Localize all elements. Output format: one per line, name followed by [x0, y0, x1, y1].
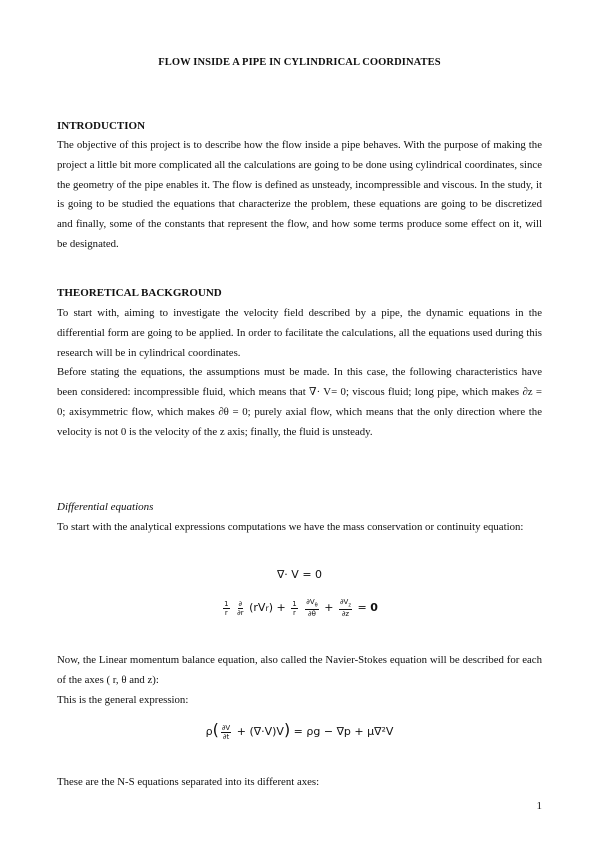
continuity-equation-vector: ∇· V = 0	[276, 568, 323, 581]
theory-paragraph-2	[57, 363, 542, 442]
fraction-d-dr: $\frac{\partial}{\partial r}$	[237, 599, 244, 617]
theory-paragraph-2-start: Before stating the equations, the assumptions must be made. In this case, the following characteristics have been considered: incompressible fluid, which means that	[57, 366, 542, 399]
heading-differential-equations: Differential equations	[57, 501, 154, 513]
introduction-text: The objective of this project is to describe how the flow inside a pipe behaves. With the purpose of making the project a little bit more complicated all the calculations are going to be done using cylindrical coordinates, since the geometry of the pipe enables it. The flow is defined as unsteady, incompressible and viscous. In the study, it is going to be studied the equations that characterize the problem, these equations are going to be discretized and finally, some of the constants that represent the flow, and how some terms produce some effect on it, will be designated.	[57, 139, 542, 250]
fraction-one-over-r: $\frac{1}{r}$	[224, 599, 229, 617]
heading-introduction: INTRODUCTION	[57, 120, 146, 132]
heading-theoretical-background: THEORETICAL BACKGROUND	[57, 287, 222, 299]
navier-stokes-general-equation: ρ( $\frac{\partial V}{\partial t}$ + (∇·V)V) = ρg − ∇p + μ∇²V	[205, 720, 394, 741]
fraction-dvtheta-dtheta: $\frac{\partial V_\theta}{\partial\theta}$	[306, 598, 318, 619]
ns-axes-text: These are the N-S equations separated into its different axes:	[57, 776, 320, 788]
fraction-one-over-r-2: $\frac{1}{r}$	[292, 599, 297, 617]
inline-divergence-equation: ∇· V= 0	[309, 386, 346, 399]
continuity-equation-cylindrical: $\frac{1}{r}$ $\frac{\partial}{\partial r}$ (rVr) + $\frac{1}{r}$ $\frac{\partial V_\theta}{\partial\theta}$ + $\frac{\partial V_z}{\partial z}$ = 0	[224, 598, 378, 619]
continuity-intro-paragraph	[57, 518, 542, 538]
theory-paragraph-1: To start with, aiming to investigate the velocity field described by a pipe, the dynamic equations in the differential form are going to be applied. In order to facilitate the calculations, all the equations used during this research will be in cylindrical coordinates.	[57, 307, 542, 359]
fraction-dvz-dz: $\frac{\partial V_z}{\partial z}$	[339, 598, 351, 619]
continuity-intro-text: To start with the analytical expressions computations we have the mass conservation or continuity equation:	[57, 521, 524, 533]
introduction-paragraph	[57, 136, 542, 255]
general-expression-text: This is the general expression:	[57, 693, 189, 706]
fraction-dv-dt: $\frac{\partial V}{\partial t}$	[221, 723, 231, 741]
theory-paragraphs	[57, 304, 542, 443]
theory-paragraph-2-end: ; viscous fluid; long pipe, which makes ∂z = 0; axisymmetric flow, which makes ∂θ = 0; purely axial flow, which means that the only direction where the velocity is not 0 is the velocity of the z axis; finally, the fluid is unsteady.	[57, 386, 542, 438]
page-number: 1	[536, 800, 542, 812]
ns-axes-paragraph	[57, 773, 542, 793]
document-title: FLOW INSIDE A PIPE IN CYLINDRICAL COORDINATES	[158, 57, 441, 68]
navier-stokes-paragraph	[57, 651, 542, 710]
navier-stokes-intro-text: Now, the Linear momentum balance equation, also called the Navier-Stokes equation will be described for each of the axes ( r, θ and z):	[57, 654, 542, 686]
